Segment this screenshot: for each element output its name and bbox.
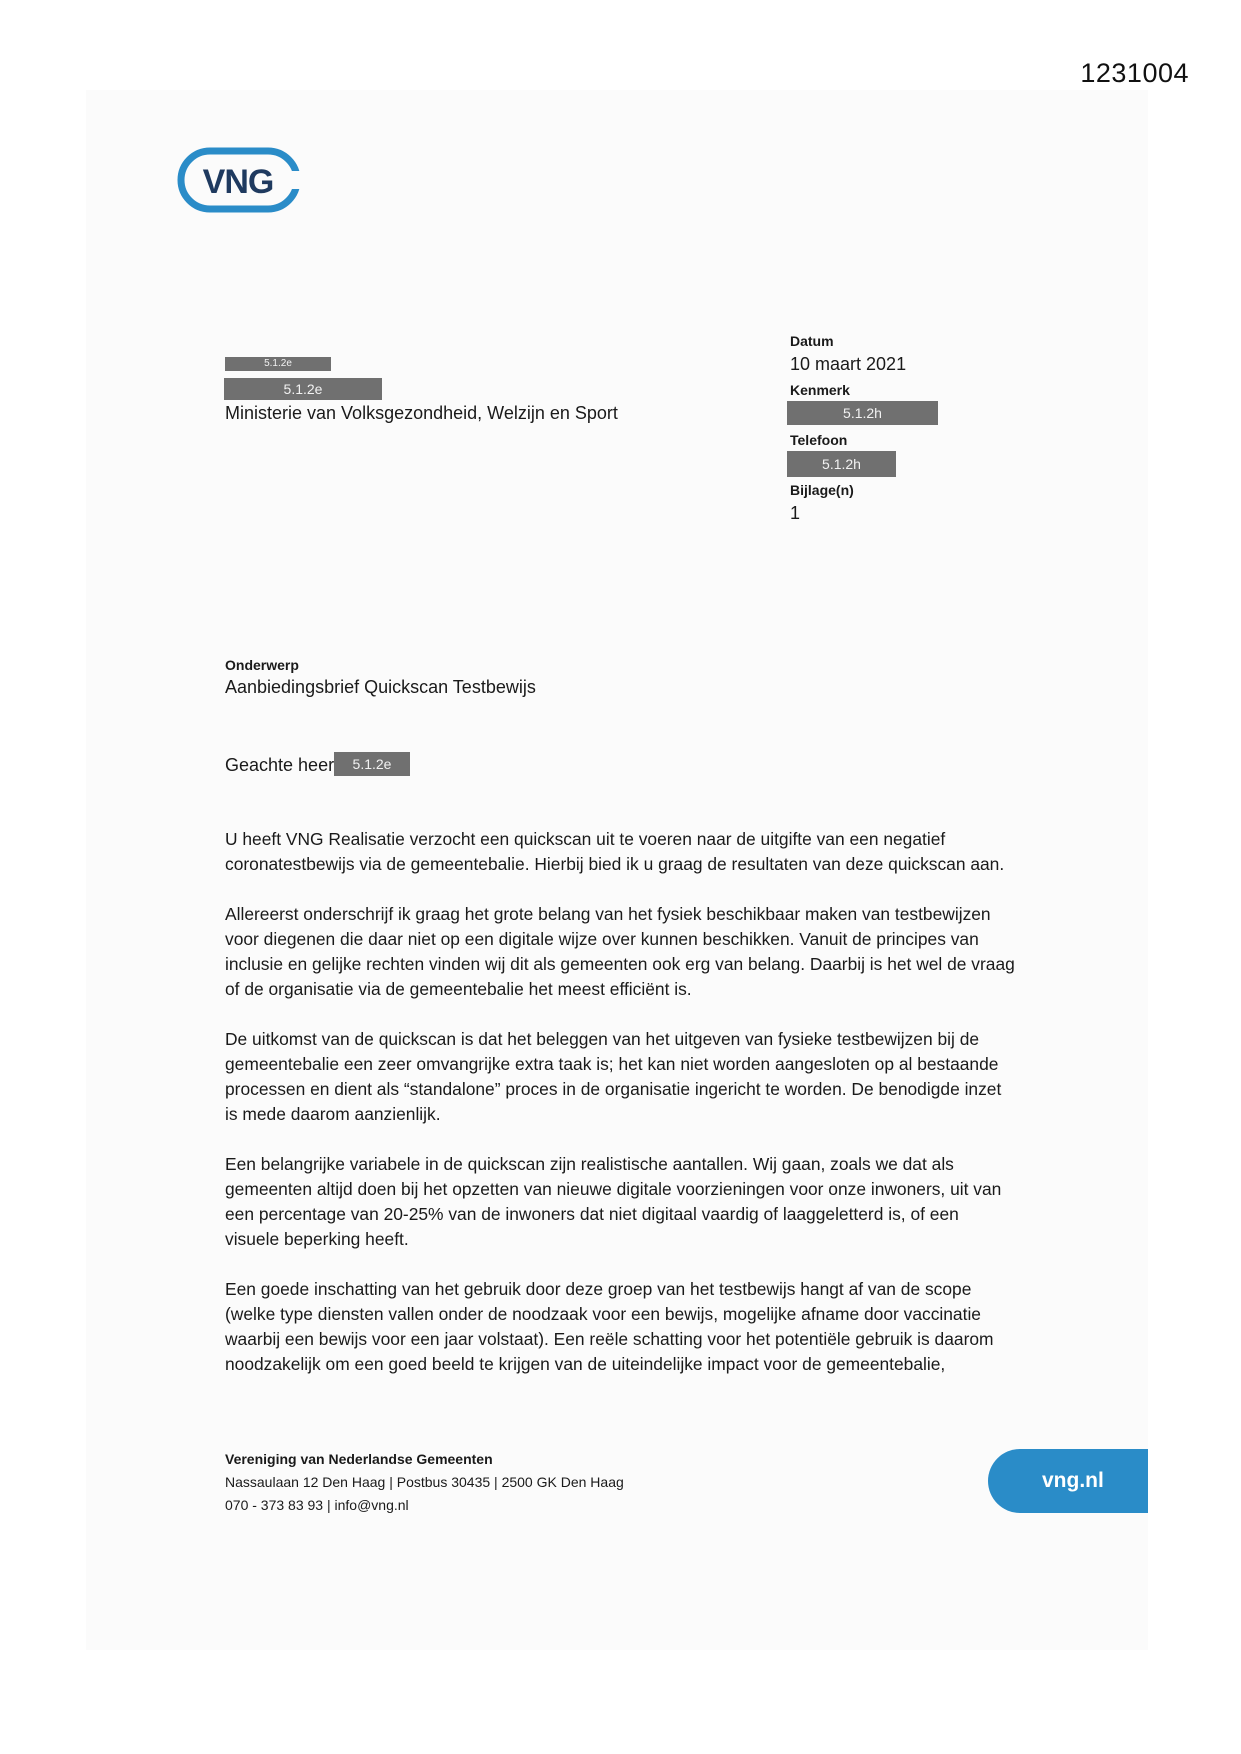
footer-address: Nassaulaan 12 Den Haag | Postbus 30435 | 2500 GK Den Haag <box>225 1474 624 1490</box>
attachments-label: Bijlage(n) <box>790 482 854 498</box>
redacted-addressee-title: 5.1.2e <box>224 378 382 400</box>
date-value: 10 maart 2021 <box>790 354 907 374</box>
body-paragraph: U heeft VNG Realisatie verzocht een quickscan uit te voeren naar de uitgifte van een negatief coronatestbewijs via de gemeentebalie. Hierbij bied ik u graag de resultaten van deze quickscan aan. <box>225 829 1005 874</box>
subject-label: Onderwerp <box>225 657 299 673</box>
svg-text:VNG: VNG <box>202 163 274 201</box>
phone-label: Telefoon <box>790 432 848 448</box>
salutation-text: Geachte heer <box>225 755 335 775</box>
document-number: 1231004 <box>1080 58 1189 88</box>
body-paragraph: Allereerst onderschrijf ik graag het grote belang van het fysiek beschikbaar maken van testbewijzen voor diegenen die daar niet op een digitale wijze over kunnen beschikken. Vanuit de principes van inclusie en gelijke rechten vinden wij dit als gemeenten ook erg van belang. Daarbij is het wel de vraag of de organisatie via de gemeentebalie het meest efficiënt is. <box>225 904 1015 999</box>
letter-footer <box>225 1448 624 1517</box>
date-label: Datum <box>790 333 834 349</box>
website-badge[interactable]: vng.nl <box>988 1449 1148 1513</box>
redacted-phone: 5.1.2h <box>787 451 896 477</box>
redacted-addressee-name: 5.1.2e <box>225 357 331 371</box>
vng-logo <box>177 147 301 213</box>
body-paragraph: Een belangrijke variabele in de quickscan zijn realistische aantallen. Wij gaan, zoals we dat als gemeenten altijd doen bij het opzetten van nieuwe digitale voorzieningen voor onze inwoners, uit van een percentage van 20-25% van de inwoners dat niet digitaal vaardig of laaggeletterd is, of een visuele beperking heeft. <box>225 1154 1002 1249</box>
body-paragraph: Een goede inschatting van het gebruik door deze groep van het testbewijs hangt af van de scope (welke type diensten vallen onder de noodzaak voor een bewijs, mogelijke afname door vaccinatie waarbij een bewijs voor een jaar volstaat). Een reële schatting voor het potentiële gebruik is daarom noodzakelijk om een goed beeld te krijgen van de uiteindelijke impact voor de gemeentebalie, <box>225 1279 994 1374</box>
footer-contact: 070 - 373 83 93 | info@vng.nl <box>225 1497 409 1513</box>
addressee-organisation: Ministerie van Volksgezondheid, Welzijn en Sport <box>225 403 618 423</box>
attachments-value: 1 <box>790 503 801 523</box>
redacted-salutation-name: 5.1.2e <box>334 752 410 776</box>
redacted-reference: 5.1.2h <box>787 401 938 425</box>
reference-label: Kenmerk <box>790 382 850 398</box>
subject-value: Aanbiedingsbrief Quickscan Testbewijs <box>225 677 536 697</box>
letter-body <box>225 827 1015 1402</box>
body-paragraph: De uitkomst van de quickscan is dat het beleggen van het uitgeven van fysieke testbewijzen bij de gemeentebalie een zeer omvangrijke extra taak is; het kan niet worden aangesloten op al bestaande processen en dient als “standalone” proces in de organisatie ingericht te worden. De benodigde inzet is mede daarom aanzienlijk. <box>225 1029 1002 1124</box>
salutation <box>225 755 334 776</box>
footer-organisation: Vereniging van Nederlandse Gemeenten <box>225 1451 493 1467</box>
